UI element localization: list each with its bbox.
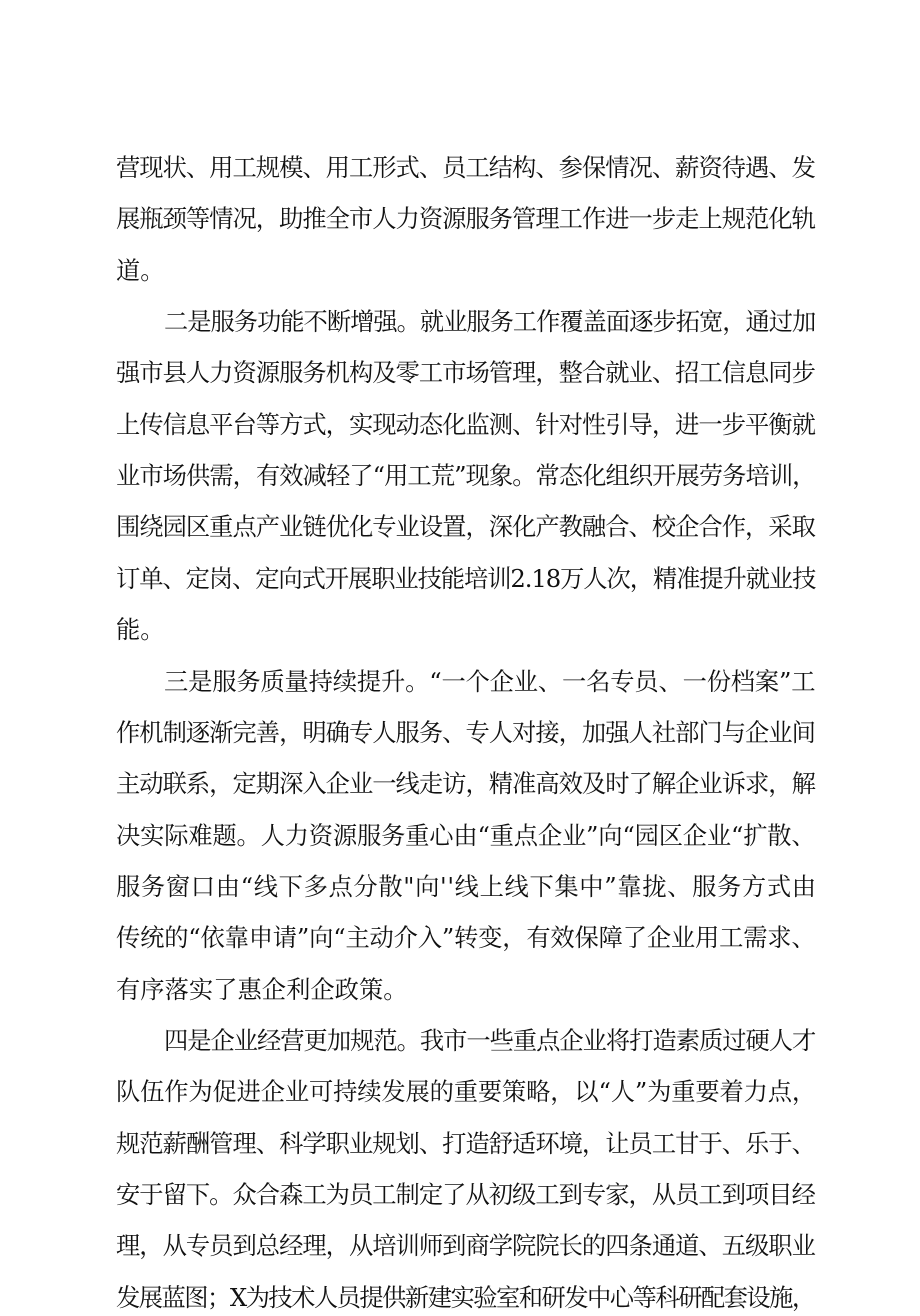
paragraph-first-line: 二是服务功能不断增强。就业服务工作覆盖面逐步拓宽，通过加 (164, 307, 816, 337)
text-line: 决实际难题。人力资源服务重心由“重点企业”向“园区企业“扩散、 (116, 820, 816, 850)
text-line: 安于留下。众合森工为员工制定了从初级工到专家，从员工到项目经 (116, 1180, 815, 1209)
text-line: 作机制逐渐完善，明确专人服务、专人对接，加强人社部门与企业间 (116, 717, 815, 747)
text-line: 订单、定岗、定向式开展职业技能培训2.18万人次，精准提升就业技 (116, 563, 816, 593)
text-line: 队伍作为促进企业可持续发展的重要策略，以“人”为重要着力点， (116, 1077, 816, 1107)
text-line: 围绕园区重点产业链优化专业设置，深化产教融合、校企合作，采取 (116, 512, 815, 542)
text-line: 展瓶颈等情况，助推全市人力资源服务管理工作进一步走上规范化轨 (116, 204, 815, 234)
paragraph-first-line: 三是服务质量持续提升。“一个企业、一名专员、一份档案”工 (164, 666, 816, 696)
text-line: 理，从专员到总经理，从培训师到商学院院长的四条通道、五级职业 (116, 1231, 815, 1261)
text-line: 能。 (116, 615, 165, 645)
text-line: 营现状、用工规模、用工形式、员工结构、参保情况、薪资待遇、发 (116, 153, 815, 182)
text-line: 业市场供需，有效减轻了“用工荒”现象。常态化组织开展劳务培训， (116, 461, 816, 491)
text-line: 规范薪酬管理、科学职业规划、打造舒适环境，让员工甘于、乐于、 (116, 1128, 815, 1158)
paragraph-first-line: 四是企业经营更加规范。我市一些重点企业将打造素质过硬人才 (164, 1025, 816, 1055)
text-line: 有序落实了惠企利企政策。 (116, 974, 408, 1004)
text-line: 服务窗口由“线下多点分散"向''线上线下集中”靠拢、服务方式由 (116, 871, 817, 901)
text-line: 主动联系，定期深入企业一线走访，精准高效及时了解企业诉求，解 (116, 769, 815, 799)
text-line: 发展蓝图；X为技术人员提供新建实验室和研发中心等科研配套设施， (116, 1282, 815, 1312)
text-line: 传统的“依靠申请”向“主动介入”转变，有效保障了企业用工需求、 (116, 923, 816, 953)
text-line: 道。 (116, 255, 165, 285)
text-line: 强市县人力资源服务机构及零工市场管理，整合就业、招工信息同步 (116, 358, 815, 388)
text-line: 上传信息平台等方式，实现动态化监测、针对性引导，进一步平衡就 (116, 409, 815, 439)
